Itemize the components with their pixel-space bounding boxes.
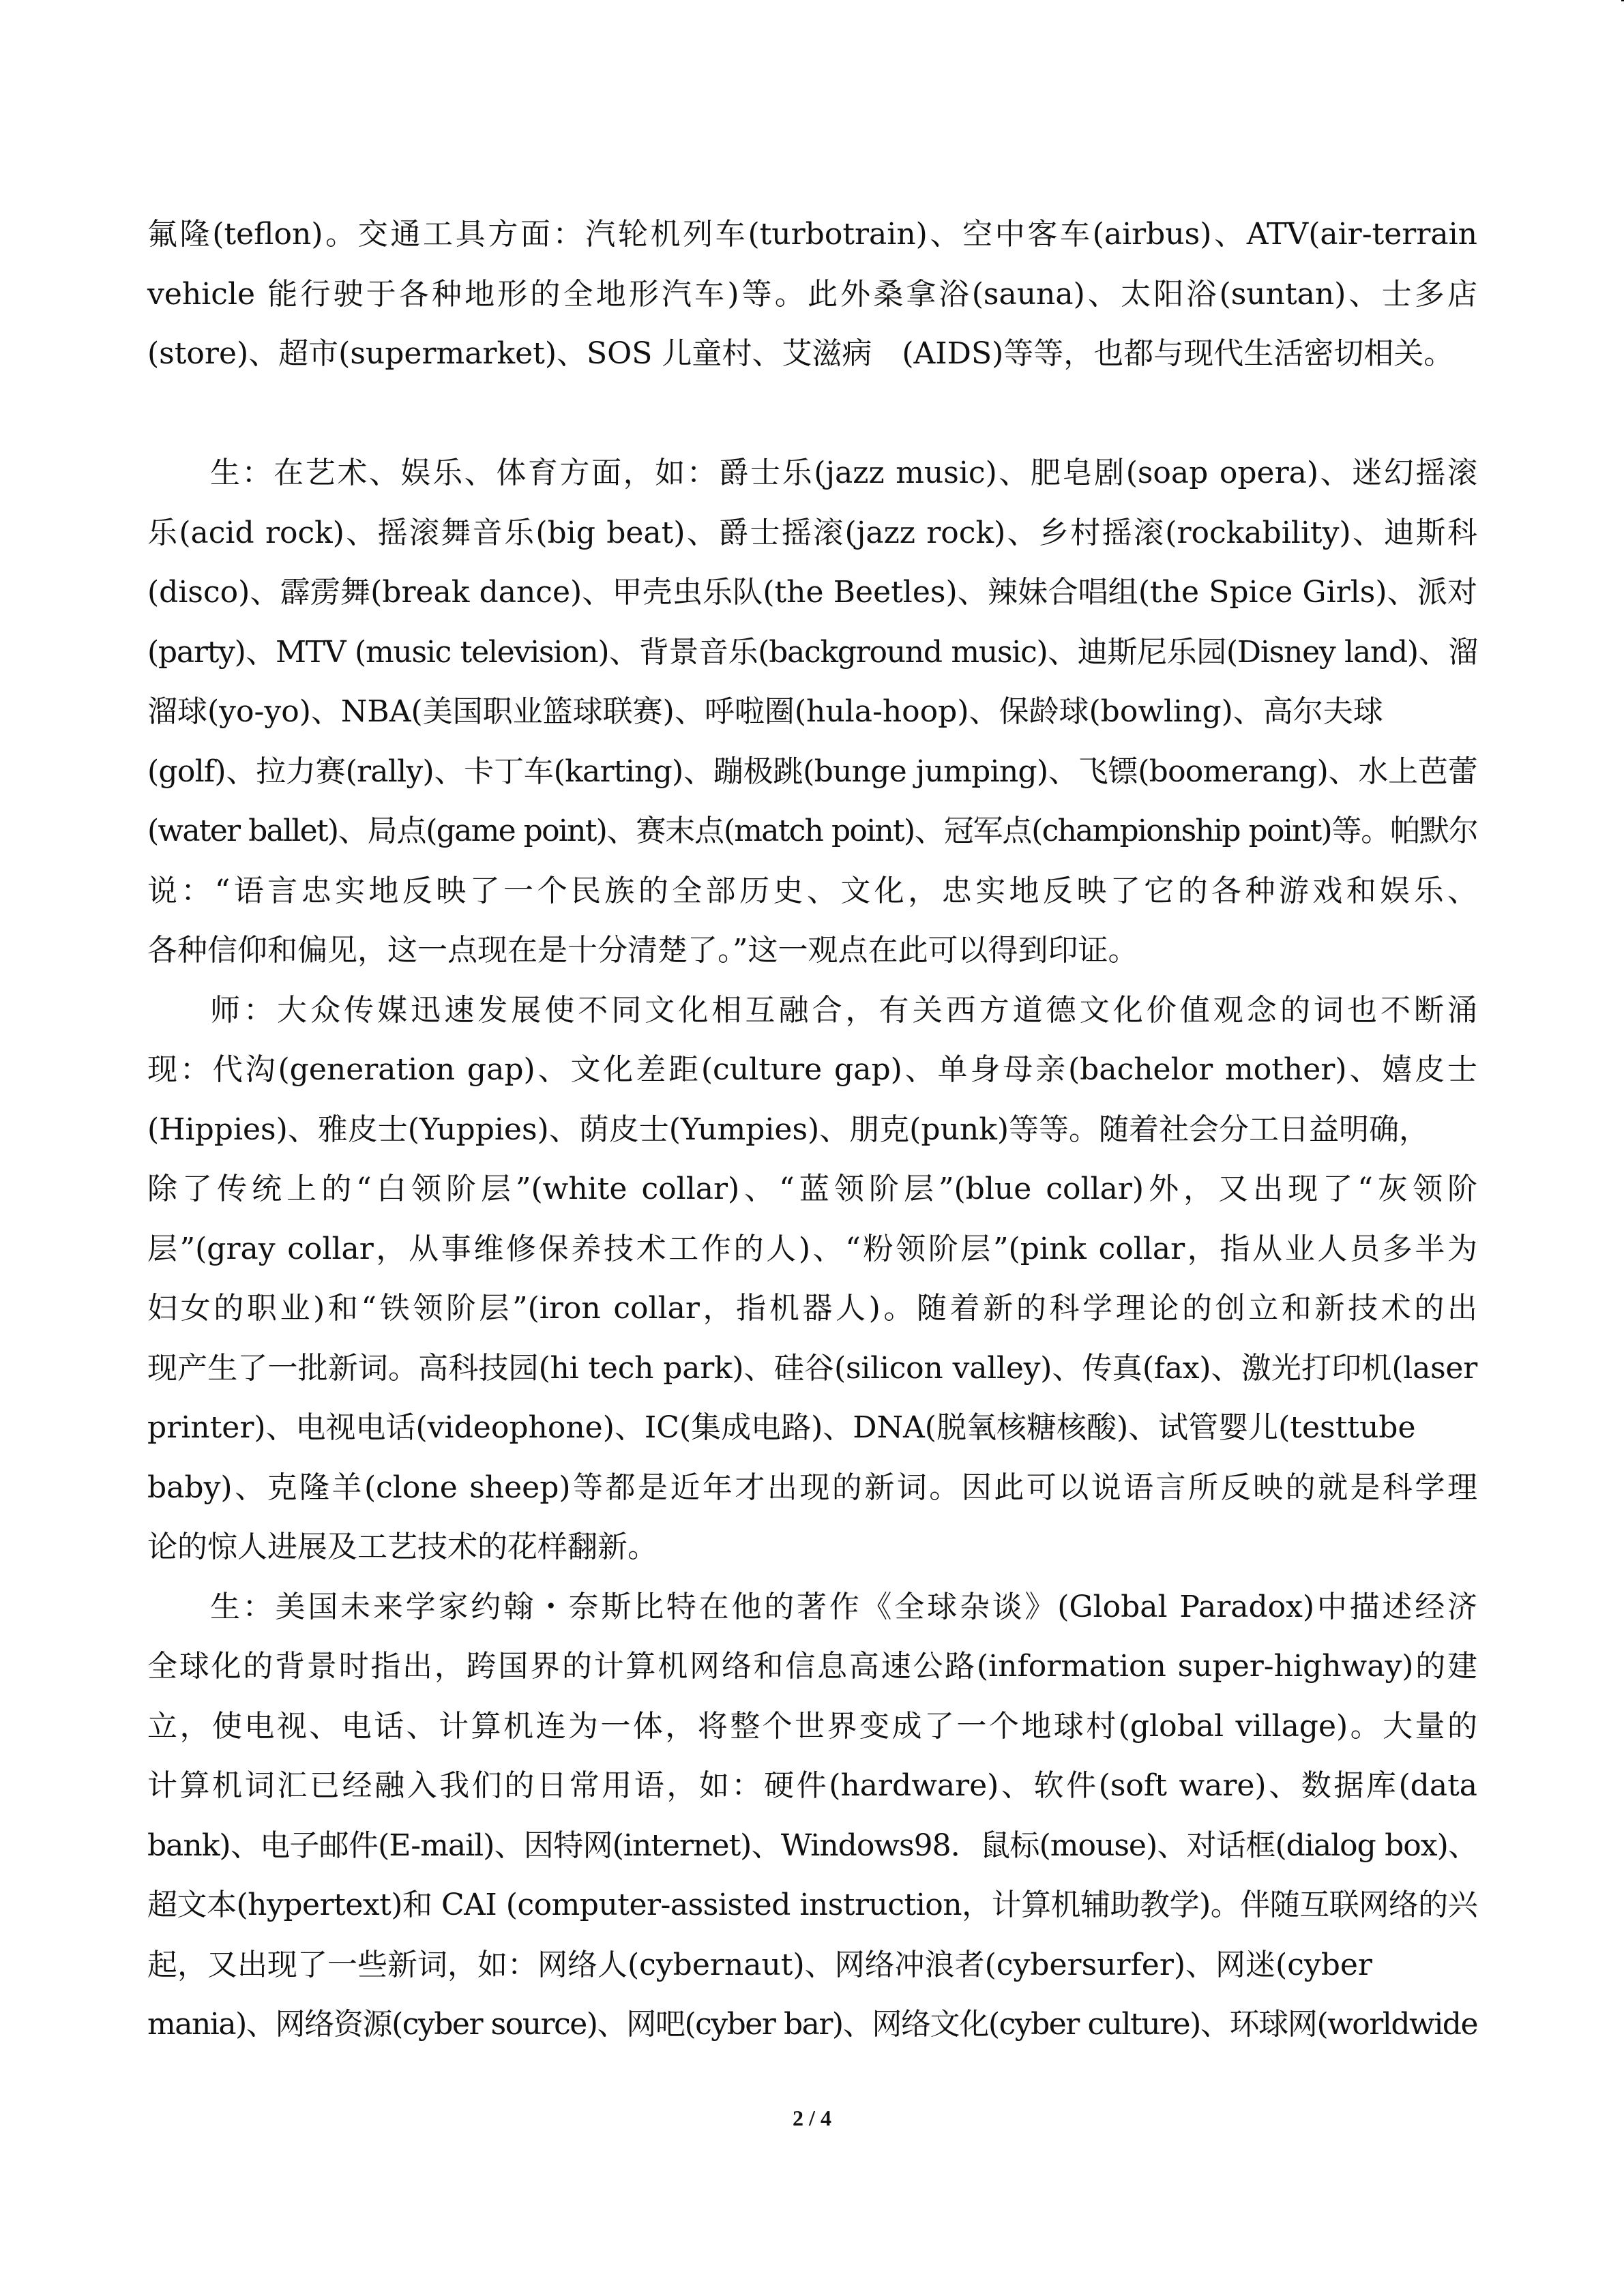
text-line: bank)、电子邮件(E-mail)、因特网(internet)、Windows98．鼠标(mouse)、对话框(dialog box)、 [147,1828,1477,1863]
text-line: (Hippies)、雅皮士(Yuppies)、荫皮士(Yumpies)、朋克(punk)等等。随着社会分工日益明确， [147,1112,1430,1147]
text-line: 各种信仰和偏见，这一点现在是十分清楚了。”这一观点在此可以得到印证。 [147,933,1138,968]
text-line: 论的惊人进展及工艺技术的花样翻新。 [147,1530,658,1564]
text-line: 立，使电视、电话、计算机连为一体，将整个世界变成了一个地球村(global village)。大量的 [147,1708,1477,1744]
text-line: vehicle 能行驶于各种地形的全地形汽车)等。此外桑拿浴(sauna)、太阳浴(suntan)、士多店 [147,276,1477,312]
text-line: 生：在艺术、娱乐、体育方面，如：爵士乐(jazz music)、肥皂剧(soap opera)、迷幻摇滚 [210,456,1477,490]
text-line: 现：代沟(generation gap)、文化差距(culture gap)、单身母亲(bachelor mother)、嬉皮士 [147,1052,1477,1087]
text-line: (store)、超市(supermarket)、SOS 儿童村、艾滋病 (AIDS)等等，也都与现代生活密切相关。 [147,336,1454,371]
page-number: 2 / 4 [793,2106,831,2130]
text-line: 除了传统上的“白领阶层”(white collar)、“蓝领阶层”(blue collar)外，又出现了“灰领阶 [147,1172,1477,1206]
text-line: baby)、克隆羊(clone sheep)等都是近年才出现的新词。因此可以说语言所反映的就是科学理 [147,1470,1477,1505]
text-line: 全球化的背景时指出，跨国界的计算机网络和信息高速公路(information super-highway)的建 [147,1649,1477,1684]
text-line: mania)、网络资源(cyber source)、网吧(cyber bar)、网络文化(cyber culture)、环球网(worldwide [147,2007,1477,2042]
text-line: (water ballet)、局点(game point)、赛末点(match point)、冠军点(championship point)等。帕默尔 [147,814,1477,848]
text-line: 说：“语言忠实地反映了一个民族的全部历史、文化，忠实地反映了它的各种游戏和娱乐、 [147,873,1477,908]
text-line: 妇女的职业)和“铁领阶层”(iron collar，指机器人)。随着新的科学理论的创立和新技术的出 [147,1291,1477,1326]
body-text [147,205,1477,2055]
text-line: (party)、MTV (music television)、背景音乐(background music)、迪斯尼乐园(Disney land)、溜 [147,634,1477,670]
text-line: (disco)、霹雳舞(break dance)、甲壳虫乐队(the Beetles)、辣妹合唱组(the Spice Girls)、派对 [147,575,1477,610]
paragraph-gap [147,384,1477,444]
text-line: 现产生了一批新词。高科技园(hi tech park)、硅谷(silicon valley)、传真(fax)、激光打印机(laser [147,1350,1477,1386]
text-line: 超文本(hypertext)和 CAI (computer-assisted instruction，计算机辅助教学)。伴随互联网络的兴 [147,1888,1478,1922]
text-line: 层”(gray collar，从事维修保养技术工作的人)、“粉领阶层”(pink collar，指从业人员多半为 [147,1231,1477,1266]
text-line: 溜球(yo-yo)、NBA(美国职业篮球联赛)、呼啦圈(hula-hoop)、保龄球(bowling)、高尔夫球 [147,694,1383,729]
text-line: printer)、电视电话(videophone)、IC(集成电路)、DNA(脱氧核糖核酸)、试管婴儿(testtube [147,1410,1416,1445]
text-line: 起，又出现了一些新词，如：网络人(cybernaut)、网络冲浪者(cybersurfer)、网迷(cyber [147,1947,1372,1982]
text-line: 氟隆(teflon)。交通工具方面：汽轮机列车(turbotrain)、空中客车(airbus)、ATV(air-terrain [147,217,1477,252]
text-line: 师：大众传媒迅速发展使不同文化相互融合，有关西方道德文化价值观念的词也不断涌 [210,992,1477,1028]
text-line: (golf)、拉力赛(rally)、卡丁车(karting)、蹦极跳(bunge jumping)、飞镖(boomerang)、水上芭蕾 [147,754,1477,789]
text-line: 计算机词汇已经融入我们的日常用语，如：硬件(hardware)、软件(soft ware)、数据库(data [147,1768,1477,1803]
text-line: 乐(acid rock)、摇滚舞音乐(big beat)、爵士摇滚(jazz rock)、乡村摇滚(rockability)、迪斯科 [147,515,1477,550]
text-line: 生：美国未来学家约翰・奈斯比特在他的著作《全球杂谈》(Global Paradox)中描述经济 [210,1589,1477,1624]
page-corner-mark [1621,0,1624,1]
